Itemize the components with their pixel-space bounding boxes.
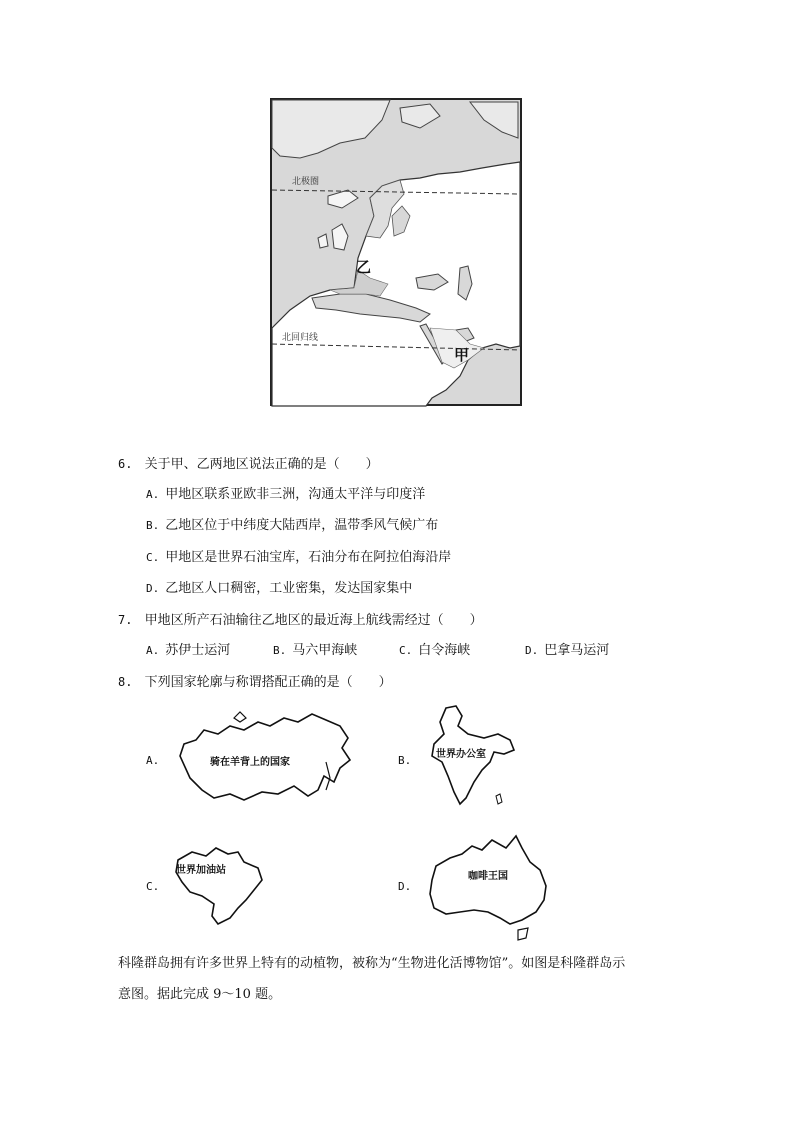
option-text: 甲地区联系亚欧非三洲，沟通太平洋与印度洋 — [165, 487, 426, 502]
option-text: 乙地区人口稠密，工业密集，发达国家集中 — [165, 581, 413, 596]
option-text: 咖啡王国 — [468, 871, 508, 882]
option-letter: A. — [146, 488, 160, 501]
question-7-option-c[interactable] — [399, 642, 470, 660]
option-text: 骑在羊背上的国家 — [210, 757, 290, 768]
option-text: 苏伊士运河 — [165, 643, 231, 658]
option-letter: B. — [398, 754, 412, 767]
option-letter: D. — [398, 880, 412, 893]
question-6-option-c[interactable] — [146, 549, 451, 567]
option-text: 马六甲海峡 — [292, 643, 358, 658]
question-text: 下列国家轮廓与称谓搭配正确的是（ ） — [144, 675, 392, 690]
region-jia-label: 甲 — [454, 346, 470, 364]
arctic-circle-label: 北极圈 — [292, 177, 320, 187]
option-letter: C. — [146, 551, 160, 564]
brazil-outline-icon — [172, 844, 268, 932]
option-letter: B. — [273, 644, 287, 657]
question-6-stem — [118, 455, 379, 474]
question-8-option-b[interactable] — [398, 700, 528, 812]
option-text: 世界加油站 — [176, 865, 226, 876]
question-number: 6. — [118, 457, 133, 471]
option-text: 巴拿马运河 — [544, 643, 610, 658]
option-text: 白令海峡 — [418, 643, 471, 658]
map-drawing — [270, 98, 522, 408]
question-number: 8. — [118, 675, 133, 689]
europe-middle-east-map — [270, 98, 522, 408]
tropic-of-cancer-label: 北回归线 — [282, 333, 319, 343]
passage-line-2: 意图。据此完成 9～10 题。 — [118, 987, 282, 1002]
option-letter: D. — [525, 644, 539, 657]
question-8-option-d[interactable] — [398, 826, 558, 946]
option-letter: C. — [399, 644, 413, 657]
region-yi-label: 乙 — [356, 258, 372, 276]
question-8-option-c[interactable] — [146, 840, 276, 932]
option-letter: D. — [146, 582, 160, 595]
question-number: 7. — [118, 613, 133, 627]
question-8-stem — [118, 673, 392, 692]
question-7-option-a[interactable] — [146, 642, 230, 660]
passage-line-1: 科隆群岛拥有许多世界上特有的动植物，被称为“生物进化活博物馆”。如图是科隆群岛示 — [118, 956, 626, 971]
option-text: 世界办公室 — [436, 749, 486, 760]
question-6-option-a[interactable] — [146, 486, 425, 504]
option-text: 甲地区是世界石油宝库，石油分布在阿拉伯海沿岸 — [165, 550, 452, 565]
question-text: 甲地区所产石油输往乙地区的最近海上航线需经过（ ） — [144, 613, 483, 628]
question-7-stem — [118, 611, 483, 630]
option-letter: B. — [146, 519, 160, 532]
question-7-option-d[interactable] — [525, 642, 609, 660]
option-letter: A. — [146, 754, 160, 767]
question-text: 关于甲、乙两地区说法正确的是（ ） — [144, 457, 379, 472]
question-7-option-b[interactable] — [273, 642, 357, 660]
australia-outline-icon — [422, 828, 554, 944]
question-6-option-b[interactable] — [146, 517, 438, 535]
option-letter: C. — [146, 880, 160, 893]
option-text: 乙地区位于中纬度大陆西岸，温带季风气候广布 — [165, 518, 439, 533]
option-letter: A. — [146, 644, 160, 657]
question-8-option-a[interactable] — [146, 700, 356, 812]
question-6-option-d[interactable] — [146, 580, 412, 598]
